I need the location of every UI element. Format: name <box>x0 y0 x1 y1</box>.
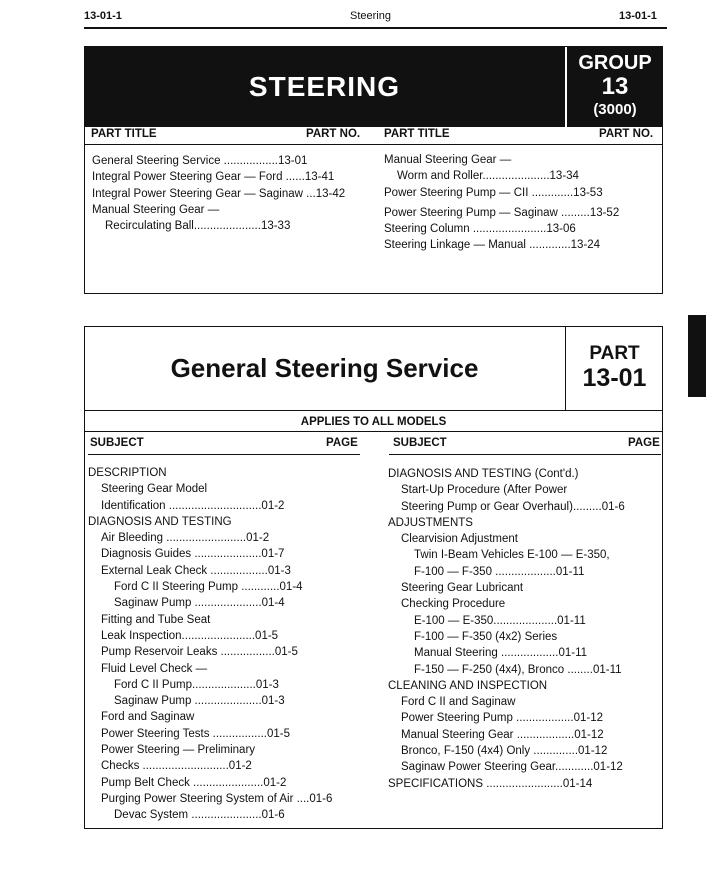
page-number-left: 13-01-1 <box>84 10 122 22</box>
list-item: Steering Column .......................13-06 <box>384 223 576 236</box>
group-title-banner <box>84 46 565 127</box>
left-part-no-header: PART NO. <box>306 128 361 140</box>
list-item: CLEANING AND INSPECTION <box>388 679 548 692</box>
right-page-header: PAGE <box>628 437 660 449</box>
list-item: Power Steering Pump ..................01-12 <box>401 712 603 725</box>
list-item: Power Steering — Preliminary <box>101 744 256 757</box>
list-item: Manual Steering Gear — <box>92 203 220 216</box>
list-item: Air Bleeding .........................01-2 <box>101 532 270 545</box>
right-part-no-header: PART NO. <box>599 128 654 140</box>
part-banner-rule <box>84 410 663 411</box>
part-label: PART <box>589 343 640 364</box>
list-item: Twin I-Beam Vehicles E-100 — E-350, <box>414 549 610 562</box>
list-item: Saginaw Power Steering Gear............01-12 <box>401 761 623 774</box>
toc-left <box>88 465 332 824</box>
thumb-index-tab <box>688 315 706 397</box>
part-title-area <box>84 326 565 410</box>
list-item: Power Steering Pump — Saginaw .........13-52 <box>384 206 620 219</box>
group-index-left <box>92 153 345 234</box>
list-item: General Steering Service .................13-01 <box>92 155 308 167</box>
page-number-right: 13-01-1 <box>619 10 657 22</box>
list-item: Steering Gear Model <box>101 483 208 496</box>
list-item: Ford C II Steering Pump ............01-4 <box>114 581 303 594</box>
toc-right <box>388 466 625 792</box>
list-item: F-100 — F-350 ...................01-11 <box>414 565 585 578</box>
list-item: E-100 — E-350....................01-11 <box>414 614 586 627</box>
list-item: Pump Belt Check ......................01-2 <box>101 776 287 789</box>
applies-to-label: APPLIES TO ALL MODELS <box>300 416 447 428</box>
list-item: F-150 — F-250 (4x4), Bronco ........01-11 <box>414 663 622 676</box>
list-item: F-100 — F-350 (4x2) Series <box>414 630 558 643</box>
list-item: Ford and Saginaw <box>101 711 195 724</box>
list-item: External Leak Check ..................01-3 <box>101 564 291 577</box>
left-subject-header: SUBJECT <box>90 437 144 449</box>
header-rule <box>84 27 667 29</box>
list-item: Saginaw Pump .....................01-4 <box>114 597 285 610</box>
list-item: Bronco, F-150 (4x4) Only ..............01-12 <box>401 745 608 758</box>
part-number: 13-01 <box>582 364 647 392</box>
list-item: Saginaw Pump .....................01-3 <box>114 695 285 708</box>
list-item: Manual Steering Gear ..................01-12 <box>401 728 604 741</box>
left-part-title-header: PART TITLE <box>91 128 157 140</box>
applies-rule <box>84 431 663 432</box>
list-item: Ford C II Pump....................01-3 <box>114 678 279 691</box>
list-item: DIAGNOSIS AND TESTING (Cont'd.) <box>388 468 579 480</box>
list-item: Fluid Level Check — <box>101 662 208 675</box>
list-item: Worm and Roller.....................13-34 <box>397 170 579 183</box>
list-item: Checks ...........................01-2 <box>101 760 252 773</box>
list-item: Checking Procedure <box>401 598 506 611</box>
right-part-title-header: PART TITLE <box>384 128 450 140</box>
list-item: Power Steering Pump — CII .............13-53 <box>384 186 603 199</box>
list-item: Power Steering Tests .................01-5 <box>101 727 290 740</box>
list-item: Fitting and Tube Seat <box>101 613 211 626</box>
list-item: Steering Linkage — Manual .............13-24 <box>384 239 601 252</box>
left-header-rule <box>88 454 360 455</box>
list-item: Integral Power Steering Gear — Ford ......13-41 <box>92 171 335 184</box>
list-item: Steering Gear Lubricant <box>401 582 524 595</box>
group-code: (3000) <box>593 101 637 118</box>
list-item: Start-Up Procedure (After Power <box>401 484 568 497</box>
list-item: Manual Steering ..................01-11 <box>414 647 588 660</box>
list-item: Steering Pump or Gear Overhaul).........01-6 <box>401 500 625 513</box>
group-title: STEERING <box>248 70 401 102</box>
group-number-badge <box>567 46 663 127</box>
group-index-right <box>384 152 619 254</box>
list-item: Diagnosis Guides .....................01-7 <box>101 548 285 561</box>
list-item: Recirculating Ball.....................13-33 <box>105 220 291 233</box>
list-item: SPECIFICATIONS ........................01-14 <box>388 777 593 790</box>
list-item: Manual Steering Gear — <box>384 154 512 166</box>
list-item: ADJUSTMENTS <box>388 516 473 529</box>
group-number: 13 <box>601 73 629 100</box>
list-item: Leak Inspection.......................01-5 <box>101 629 279 642</box>
left-page-header: PAGE <box>326 437 358 449</box>
right-subject-header: SUBJECT <box>393 437 447 449</box>
right-header-rule <box>389 454 661 455</box>
list-item: Ford C II and Saginaw <box>401 696 516 709</box>
list-item: Clearvision Adjustment <box>401 533 518 546</box>
list-item: Devac System ......................01-6 <box>114 809 285 822</box>
part-title: General Steering Service <box>170 352 479 383</box>
group-label: GROUP <box>578 52 652 74</box>
list-item: Pump Reservoir Leaks .................01-5 <box>101 646 298 659</box>
part-number-badge <box>566 326 663 410</box>
list-item: Integral Power Steering Gear — Saginaw ...13-42 <box>92 187 346 200</box>
running-title: Steering <box>350 10 391 22</box>
list-item: Purging Power Steering System of Air ....01-6 <box>101 792 333 805</box>
group-header-rule <box>84 144 663 145</box>
list-item: DIAGNOSIS AND TESTING <box>88 515 232 528</box>
list-item: DESCRIPTION <box>88 467 167 479</box>
list-item: Identification .............................01-2 <box>101 499 285 512</box>
